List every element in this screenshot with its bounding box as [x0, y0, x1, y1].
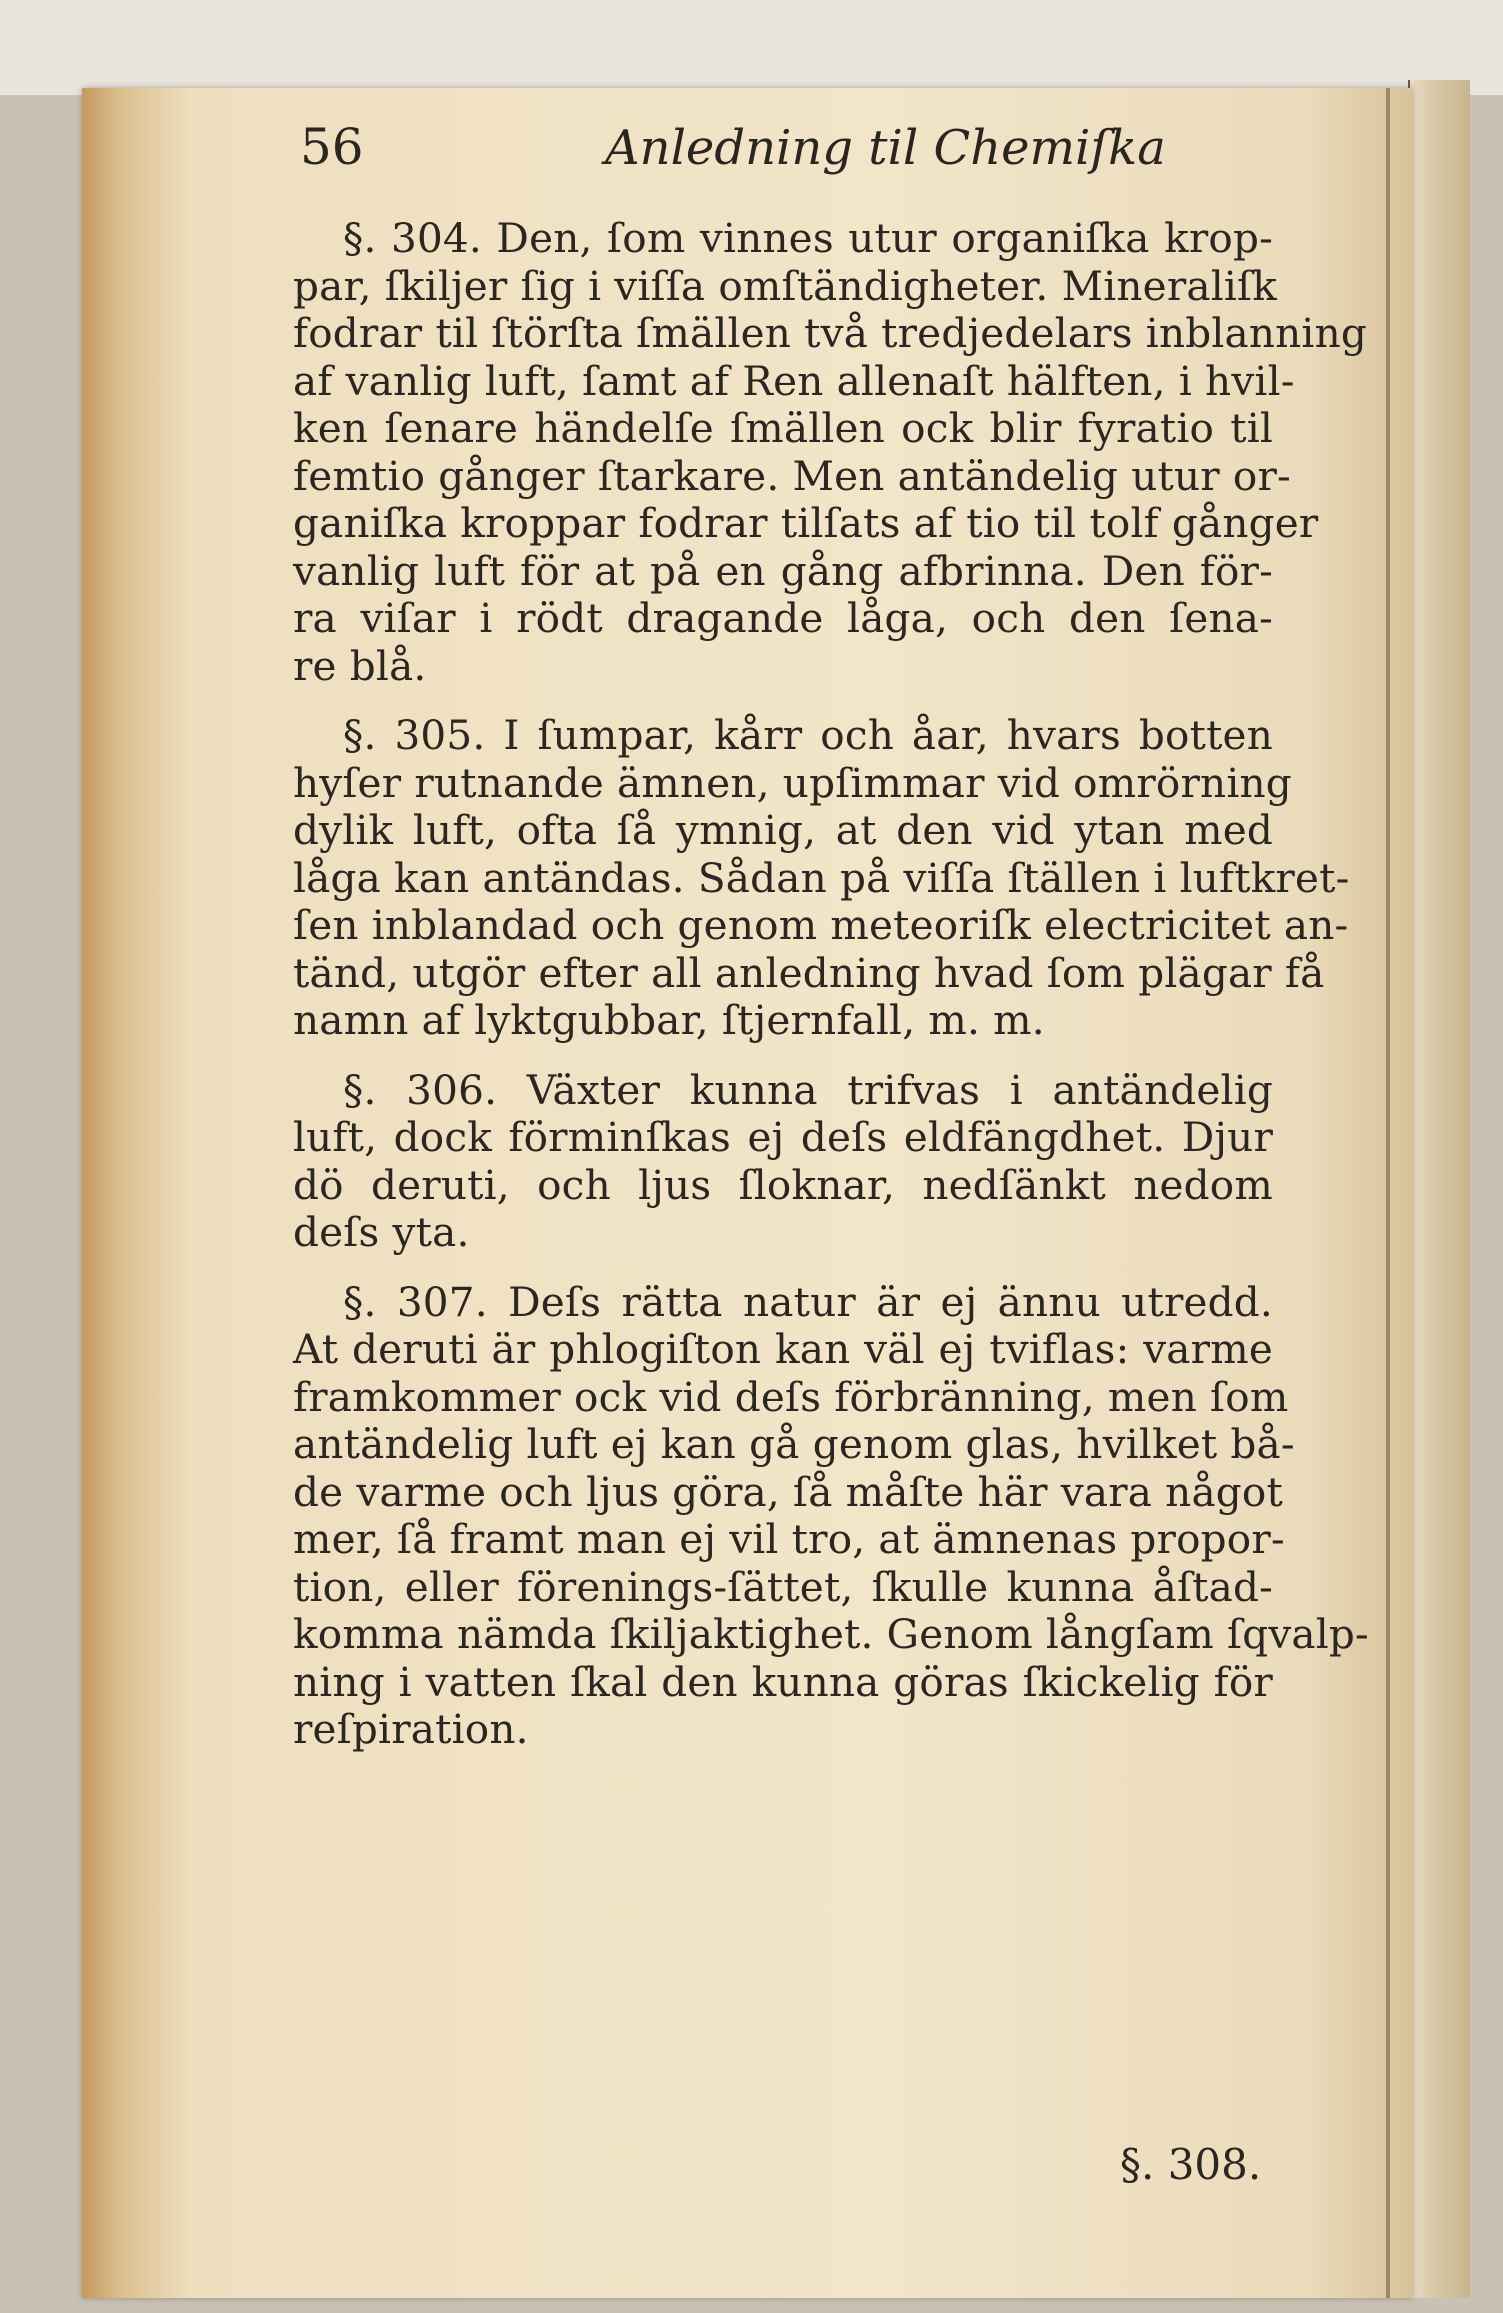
text-line: ſen inblandad och genom meteoriſk electricitet an- [293, 901, 1349, 949]
paragraph-306 [293, 1067, 1273, 1257]
text-line: komma nämda ſkiljaktighet. Genom långſam ſqvalp- [293, 1610, 1369, 1658]
text-line: namn af lyktgubbar, ſtjernfall, m. m. [293, 996, 1045, 1044]
text-line: §. 305. I ſumpar, kårr och åar, hvars botten [343, 711, 1273, 759]
paragraph-307 [293, 1277, 1369, 1754]
text-line: tänd, utgör efter all anledning hvad ſom plägar få [293, 948, 1325, 997]
body-text [293, 214, 1369, 1754]
text-line: hyſer rutnande ämnen, upſimmar vid omrörning [293, 758, 1292, 807]
running-head: Anledning til Chemiſka [605, 120, 1166, 176]
facing-page-edge [1408, 80, 1470, 2298]
text-line: §. 304. Den, ſom vinnes utur organiſka krop- [343, 214, 1273, 262]
text-line: ra viſar i rödt dragande låga, och den ſena- [293, 594, 1273, 642]
text-line: låga kan antändas. Sådan på viſſa ſtällen i luftkret- [293, 853, 1350, 902]
text-line: antändelig luft ej kan gå genom glas, hvilket bå- [293, 1420, 1295, 1468]
text-line: §. 307. Deſs rätta natur är ej ännu utredd. [343, 1277, 1273, 1326]
text-line: af vanlig luft, ſamt af Ren allenaſt hälften, i hvil- [293, 356, 1295, 405]
text-line: framkommer ock vid deſs förbränning, men ſom [293, 1372, 1289, 1421]
page-header [300, 118, 1200, 178]
text-line: dö deruti, och ljus ſloknar, nedſänkt nedom [293, 1160, 1273, 1209]
text-line: deſs yta. [293, 1208, 470, 1256]
paragraph-305 [293, 711, 1350, 1045]
page-fold-line [1386, 88, 1390, 2298]
text-line: de varme och ljus göra, ſå måſte här vara något [293, 1467, 1283, 1516]
text-line: reſpiration. [293, 1705, 529, 1753]
text-line: par, ſkiljer ſig i viſſa omſtändigheter. Mineraliſk [293, 261, 1277, 310]
text-line: vanlig luft för at på en gång afbrinna. Den för- [293, 546, 1273, 595]
page-number: 56 [300, 118, 364, 176]
text-line: §. 306. Växter kunna trifvas i antändelig [343, 1065, 1273, 1114]
text-line: dylik luft, ofta ſå ymnig, at den vid ytan med [293, 806, 1273, 854]
text-line: re blå. [293, 641, 427, 690]
text-line: tion, eller förenings-ſättet, ſkulle kunna åſtad- [293, 1562, 1273, 1611]
text-line: ganiſka kroppar fodrar tilſats af tio til tolf gånger [293, 499, 1319, 547]
text-line: ning i vatten ſkal den kunna göras ſkickelig för [293, 1657, 1273, 1706]
text-line: luft, dock förminſkas ej deſs eldfängdhet. Djur [293, 1113, 1273, 1161]
catchword: §. 308. [1120, 2140, 1262, 2189]
paragraph-304 [293, 214, 1367, 690]
text-line: ken ſenare händelſe ſmällen ock blir fyratio til [293, 404, 1273, 452]
text-line: mer, ſå framt man ej vil tro, at ämnenas propor- [293, 1515, 1285, 1563]
text-line: At deruti är phlogiſton kan väl ej tviflas: varme [293, 1325, 1273, 1373]
text-line: femtio gånger ſtarkare. Men antändelig utur or- [293, 451, 1291, 500]
scan-background [0, 0, 1503, 95]
text-line: fodrar til ſtörſta ſmällen två tredjedelars inblanning [293, 309, 1367, 357]
